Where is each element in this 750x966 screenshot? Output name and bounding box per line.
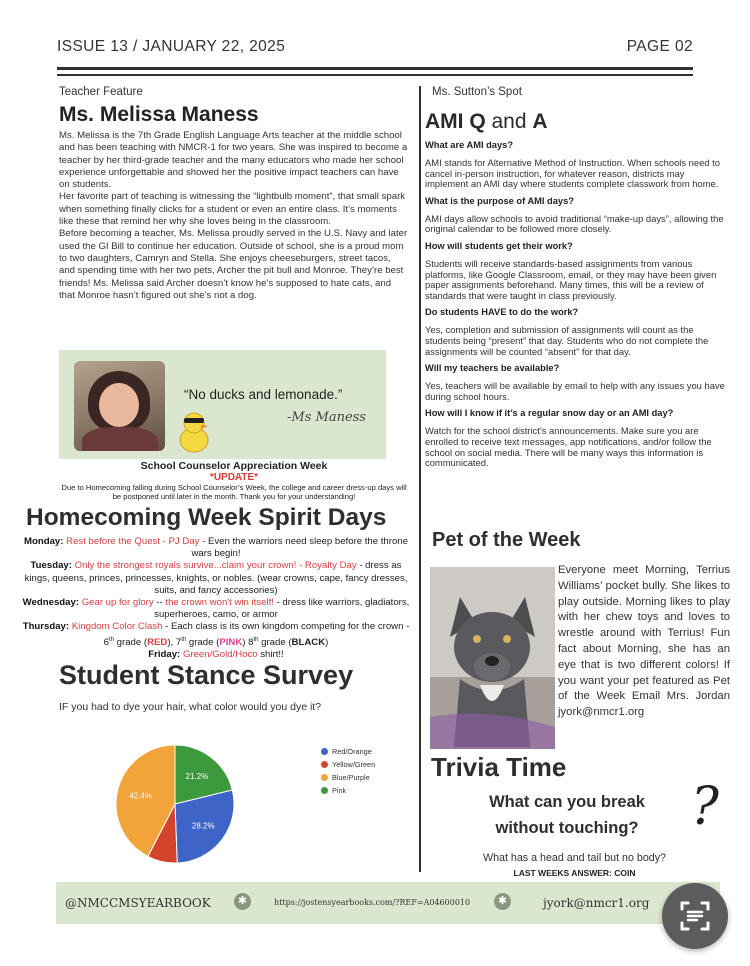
pie-data-label: 21.2% (185, 772, 209, 782)
footer-url[interactable]: https://jostensyearbooks.com/?REF=A04600010 (274, 898, 471, 907)
counselor-update: *UPDATE* (209, 472, 259, 483)
footer-email[interactable]: jyork@nmcr1.org (543, 896, 650, 910)
ami-answer: AMI days allow schools to avoid traditional “make-up days”, allowing the original calendar to be followed more closely. (425, 212, 724, 235)
ami-qa-list (425, 140, 730, 469)
legend-item (321, 758, 375, 771)
counselor-title: School Counselor Appreciation Week (140, 460, 328, 472)
survey-question: IF you had to dye your hair, what color would you dye it? (59, 701, 322, 713)
legend-item (321, 771, 375, 784)
counselor-note: Due to Homecoming falling during School Counselor’s Week, the college and career dress-up days will be postponed until later in the month. Thank you for your understanding! (61, 483, 407, 501)
scan-text-button[interactable] (662, 883, 728, 949)
teacher-quote: “No ducks and lemonade.” (184, 387, 343, 402)
pet-photo (430, 567, 555, 749)
survey-title: Student Stance Survey (59, 660, 354, 690)
asterisk-icon: ✱ (494, 893, 511, 910)
duck-icon (177, 408, 211, 454)
trivia-title: Trivia Time (431, 752, 567, 782)
feature-paragraph: Before becoming a teacher, Ms. Melissa proudly served in the U.S. Navy and later used the GI Bill to continue her education. Outside of school, she is a proud mom to two daughters, Camryn and Stella. She enjoys cheeseburgers, street tacos, and spending time with her two pets, Archer the pit bull and Monroe. They’re best friends! Ms. Melissa said Archer doesn’t know he’s supposed to hate cats, and that Monroe hasn’t figured out she’s not a dog. (59, 228, 408, 301)
spirit-days-title: Homecoming Week Spirit Days (26, 504, 387, 531)
section-label: Ms. Sutton’s Spot (432, 86, 522, 98)
ami-answer: Watch for the school district’s announcements. Make sure you are enrolled to receive text messages, app notifications, and/or follow the school on social media. There will be many ways this information is communicated. (425, 425, 712, 469)
legend-item (321, 745, 375, 758)
ami-question: Do students HAVE to do the work? (425, 307, 579, 318)
legend-label: Pink (332, 786, 347, 795)
legend-swatch (321, 787, 328, 794)
issue-date: ISSUE 13 / JANUARY 22, 2025 (57, 38, 286, 55)
spirit-day-friday: Friday: Green/Gold/Hoco shirt!! (148, 649, 284, 661)
ami-title: AMI Q and A (425, 110, 548, 133)
quote-box (59, 350, 386, 459)
spirit-day-wednesday: Wednesday: Gear up for glory -- the crown won't win itself! - dress like warriors, gladiators, superheroes, camo, or armor (22, 597, 410, 621)
feature-paragraph: Ms. Melissa is the 7th Grade English Language Arts teacher at the middle school and has been teaching with NMCR-1 for two years. She was inspired to become a teacher by her third-grade teacher and the many educators who made her school experience unforgettable and showed her the positive impact teachers can have on students. (59, 130, 408, 191)
ami-answer: Students will receive standards-based assignments from various platforms, like Google Classroom, email, or they may have been given paper assignments beforehand. Many times, this will be a review of standards that were taught in class previously. (425, 257, 717, 301)
ami-question: How will I know if it’s a regular snow day or an AMI day? (425, 408, 674, 419)
ami-question: What are AMI days? (425, 140, 513, 150)
footer-bar (56, 882, 720, 924)
legend-swatch (321, 761, 328, 768)
ami-answer: AMI stands for Alternative Method of Instruction. When schools need to cancel in-person instruction, for whatever reason, districts may implement an AMI day where students complete classwork from home. (425, 157, 720, 190)
counselor-notice (59, 460, 409, 501)
header-rule (57, 67, 693, 70)
section-label: Teacher Feature (59, 86, 143, 98)
feature-body (59, 130, 409, 302)
ami-question: What is the purpose of AMI days? (425, 195, 574, 206)
page-number: PAGE 02 (626, 38, 693, 55)
spirit-days-list (22, 536, 410, 661)
survey-pie-chart (114, 743, 236, 865)
scan-text-icon (662, 883, 728, 949)
trivia-question: What can you break without touching? (489, 793, 645, 837)
spirit-day-thursday: Thursday: Kingdom Color Clash - Each class is its own kingdom competing for the crown - 6th grade (RED), 7th grade (PINK) 8th grade (BLACK) (22, 621, 410, 648)
trivia-riddle: What has a head and tail but no body? (482, 852, 666, 864)
feature-paragraph: Her favorite part of teaching is witnessing the “lightbulb moment”, that small spark when something finally clicks for a student or even an entire class. It’s moments like these that remind her why she loves being in the classroom. (59, 191, 406, 228)
ami-section (425, 86, 730, 469)
ami-answer: Yes, completion and submission of assignments will count as the students being “present” that day. Students who do not complete the assignments will be counted “absent” for that day. (425, 324, 709, 357)
ami-answer: Yes, teachers will be available by email to help with any issues you have during school hours. (425, 380, 725, 402)
pie-data-label: 28.2% (191, 821, 215, 831)
teacher-name: Ms. Melissa Maness (59, 103, 259, 126)
legend-swatch (321, 748, 328, 755)
legend-item (321, 784, 375, 797)
pie-data-label: 42.4% (129, 791, 152, 801)
pet-description: Everyone meet Morning, Terrius Williams’ pocket bully. She likes to play outside. Morning likes to play with her chew toys and loves to wrestle around with Terrius! Fun fact about Morning, she has an eye that is two different colors! If you want your pet featured as Pet of the Week Email Mrs. Jordan jyork@nmcr1.org (558, 564, 730, 719)
ami-question: How will students get their work? (425, 240, 573, 251)
teacher-feature (59, 86, 409, 302)
legend-swatch (321, 774, 328, 781)
footer-handle: @NMCCMSYEARBOOK (65, 896, 211, 910)
legend-label: Blue/Purple (332, 773, 370, 782)
teacher-photo (74, 361, 165, 451)
pet-title: Pet of the Week (432, 529, 581, 551)
question-mark-icon: ? (691, 777, 719, 837)
spirit-day-tuesday: Tuesday: Only the strongest royals survive...claim your crown! - Royalty Day - dress as kings, queens, princes, princesses, knights, or nobles. (wear crowns, cape, fancy dresses, suits, and fancy accessories) (24, 560, 408, 596)
asterisk-icon: ✱ (234, 893, 251, 910)
last-week-answer: LAST WEEKS ANSWER: COIN (513, 868, 636, 878)
header-rule-thin (57, 74, 693, 76)
ami-question: Will my teachers be available? (425, 363, 560, 374)
page-header (57, 38, 693, 62)
legend-label: Red/Orange (332, 747, 372, 756)
legend-label: Yellow/Green (332, 760, 376, 769)
column-divider (419, 86, 421, 872)
chart-legend (321, 745, 375, 797)
spirit-day-monday: Monday: Rest before the Quest - PJ Day - Even the warriors need sleep before the throne wars begin! (24, 536, 408, 560)
teacher-signature: -Ms Maness (287, 410, 366, 425)
